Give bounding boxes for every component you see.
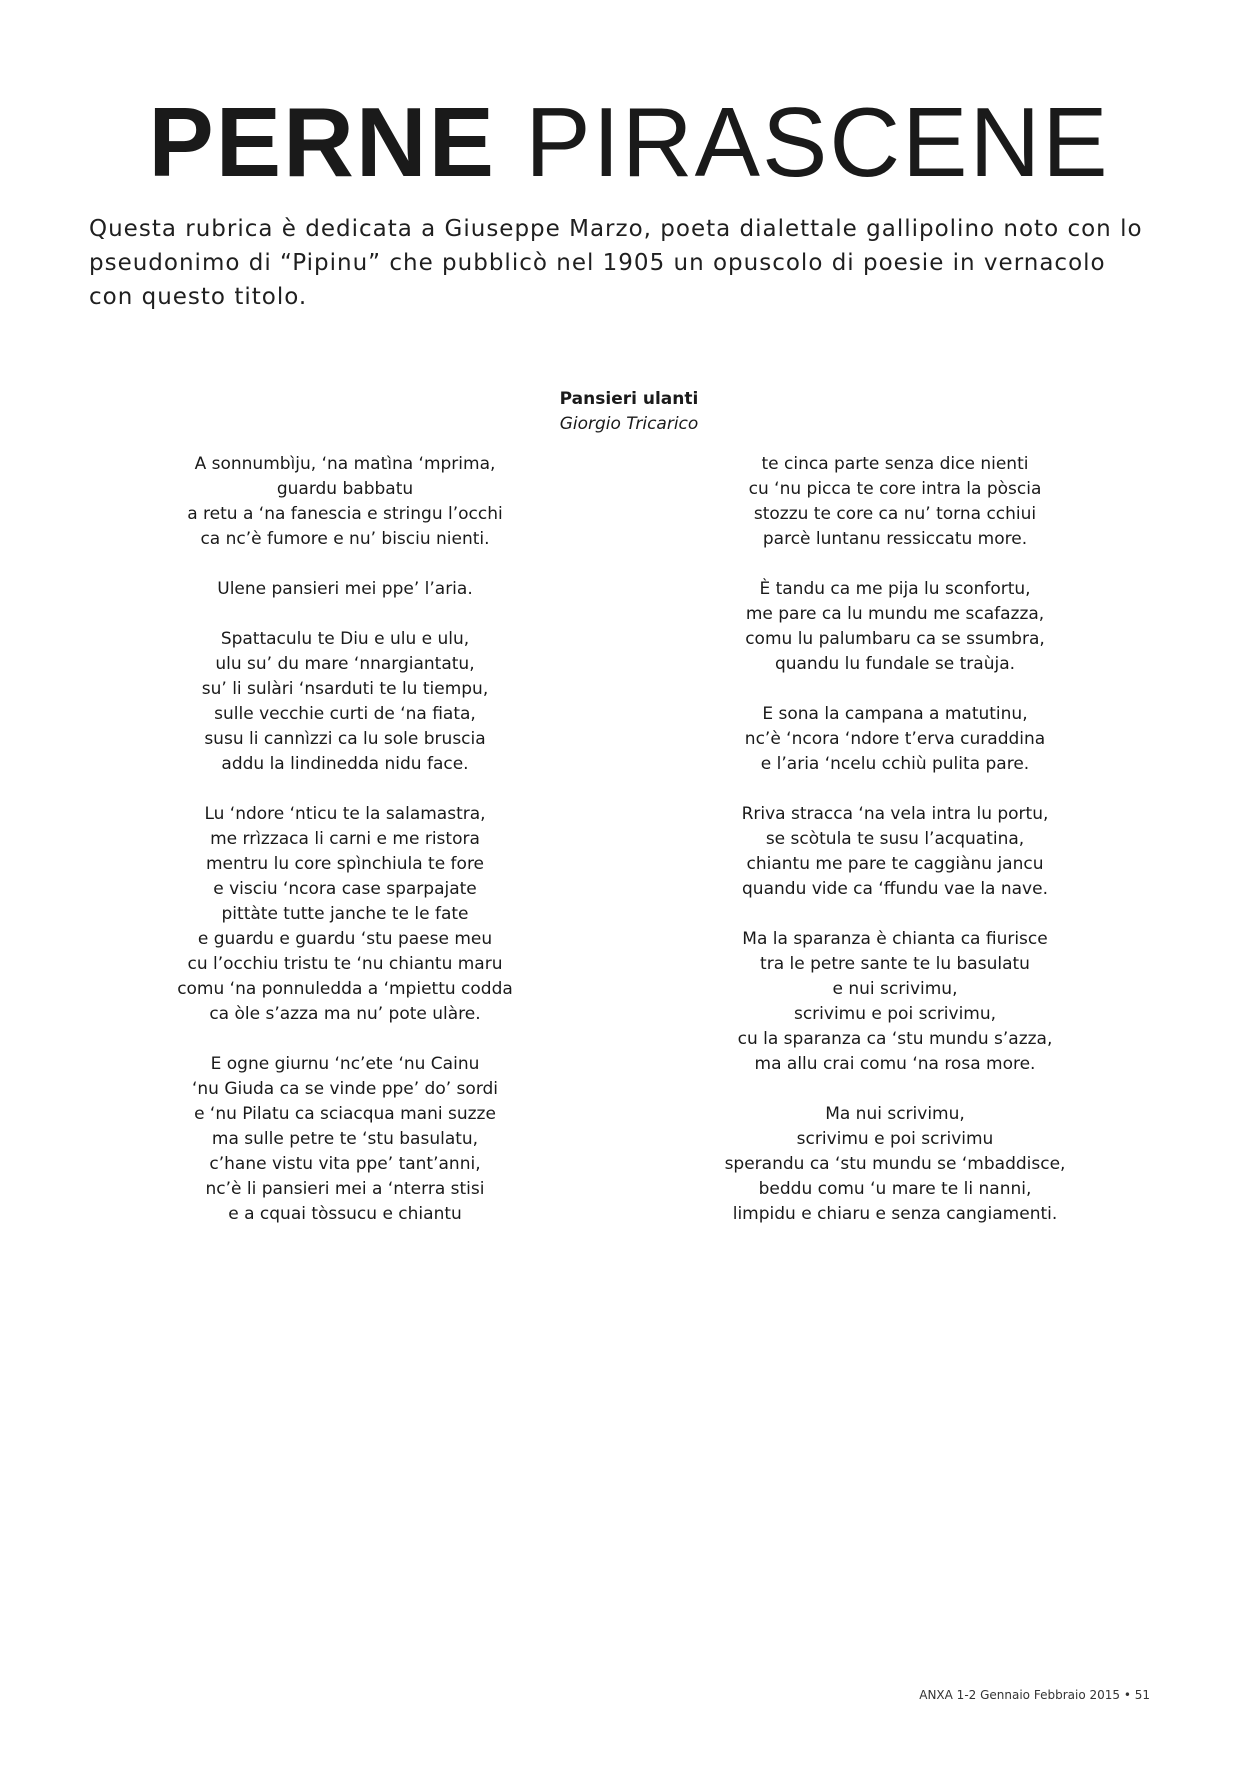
poem-stanza [690,927,1100,1077]
poem-header [0,387,1258,437]
poem-line: stozzu te core ca nu’ torna cchiui [753,504,1037,524]
poem-right-column [690,452,1100,1252]
poem-stanza [140,627,550,777]
poem-line: nc’è ‘ncora ‘ndore t’erva curaddina [744,729,1046,749]
poem-line: se scòtula te susu l’acquatina, [765,829,1025,849]
poem-line: Ulene pansieri mei ppe’ l’aria. [217,579,473,599]
poem-author: Giorgio Tricarico [559,414,699,434]
poem-line: guardu babbatu [276,479,414,499]
poem-stanza [690,802,1100,902]
poem-line: Ma nui scrivimu, [825,1104,965,1124]
poem-line: e a cquai tòssucu e chiantu [228,1204,462,1224]
poem-line: e nui scrivimu, [832,979,958,999]
poem-line: c’hane vistu vita ppe’ tant’anni, [209,1154,481,1174]
poem-line: Ma la sparanza è chianta ca fiurisce [742,929,1048,949]
title-light-word: PIRASCENE [525,87,1110,197]
poem-stanza [140,577,550,602]
poem-line: A sonnumbìju, ‘na matìna ‘mprima, [194,454,496,474]
poem-left-column [140,452,550,1252]
poem-line: ma allu crai comu ‘na rosa more. [754,1054,1036,1074]
poem-line: chiantu me pare te caggiànu jancu [746,854,1044,874]
poem-line: ‘nu Giuda ca se vinde ppe’ do’ sordi [191,1079,499,1099]
intro-paragraph: Questa rubrica è dedicata a Giuseppe Marzo, poeta dialettale gallipolino noto con lo pseudonimo di “Pipinu” che pubblicò nel 1905 un opuscolo di poesie in vernacolo con questo titolo. [89,216,1143,310]
poem-line: quandu lu fundale se traùja. [774,654,1016,674]
poem-line: tra le petre sante te lu basulatu [760,954,1030,974]
poem-line: limpidu e chiaru e senza cangiamenti. [732,1204,1058,1224]
poem-line: susu li cannìzzi ca lu sole bruscia [204,729,486,749]
poem-stanza [690,1102,1100,1227]
poem-line: cu la sparanza ca ‘stu mundu s’azza, [737,1029,1053,1049]
poem-stanza [690,452,1100,552]
poem-line: e guardu e guardu ‘stu paese meu [197,929,493,949]
poem-stanza [690,577,1100,677]
poem-line: beddu comu ‘u mare te li nanni, [758,1179,1032,1199]
poem-line: su’ li sulàri ‘nsarduti te lu tiempu, [201,679,489,699]
poem-line: ca nc’è fumore e nu’ bisciu nienti. [200,529,490,549]
poem-line: e visciu ‘ncora case sparpajate [213,879,477,899]
poem-line: ma sulle petre te ‘stu basulatu, [211,1129,479,1149]
poem-line: scrivimu e poi scrivimu [796,1129,994,1149]
poem-line: nc’è li pansieri mei a ‘nterra stisi [205,1179,485,1199]
poem-line: comu lu palumbaru ca se ssumbra, [745,629,1045,649]
page-title [0,87,1258,197]
poem-stanza [690,702,1100,777]
poem-line: Rriva stracca ‘na vela intra lu portu, [741,804,1049,824]
poem-line: mentru lu core spìnchiula te fore [205,854,485,874]
poem-line: comu ‘na ponnuledda a ‘mpiettu codda [177,979,513,999]
poem-line: me rrìzzaca li carni e me ristora [210,829,480,849]
poem-line: Lu ‘ndore ‘nticu te la salamastra, [204,804,486,824]
poem-stanza [140,1052,550,1227]
poem-line: me pare ca lu mundu me scafazza, [745,604,1045,624]
poem-line: cu ‘nu picca te core intra la pòscia [748,479,1042,499]
page-footer: ANXA 1-2 Gennaio Febbraio 2015 • 51 [919,1688,1150,1702]
poem-line: ulu su’ du mare ‘nnargiantatu, [215,654,475,674]
poem-line: sperandu ca ‘stu mundu se ‘mbaddisce, [724,1154,1066,1174]
poem-line: e l’aria ‘ncelu cchiù pulita pare. [760,754,1030,774]
poem-line: cu l’occhiu tristu te ‘nu chiantu maru [187,954,503,974]
poem-line: parcè luntanu ressiccatu more. [762,529,1028,549]
poem-line: E sona la campana a matutinu, [762,704,1028,724]
poem-stanza [140,802,550,1027]
poem-title: Pansieri ulanti [559,389,699,409]
poem-line: addu la lindinedda nidu face. [221,754,469,774]
poem-line: pittàte tutte janche te le fate [221,904,469,924]
poem-line: a retu a ‘na fanescia e stringu l’occhi [187,504,503,524]
poem-line: e ‘nu Pilatu ca sciacqua mani suzze [194,1104,496,1124]
poem-line: quandu vide ca ‘ffundu vae la nave. [742,879,1048,899]
poem-line: E ogne giurnu ‘nc’ete ‘nu Cainu [210,1054,480,1074]
poem-line: sulle vecchie curti de ‘na fiata, [214,704,476,724]
poem-line: È tandu ca me pija lu sconfortu, [759,579,1031,599]
title-bold-word: PERNE [148,87,497,197]
poem-line: te cinca parte senza dice nienti [761,454,1029,474]
poem-stanza [140,452,550,552]
poem-line: Spattaculu te Diu e ulu e ulu, [220,629,470,649]
poem-line: scrivimu e poi scrivimu, [793,1004,997,1024]
poem-line: ca òle s’azza ma nu’ pote ulàre. [209,1004,481,1024]
